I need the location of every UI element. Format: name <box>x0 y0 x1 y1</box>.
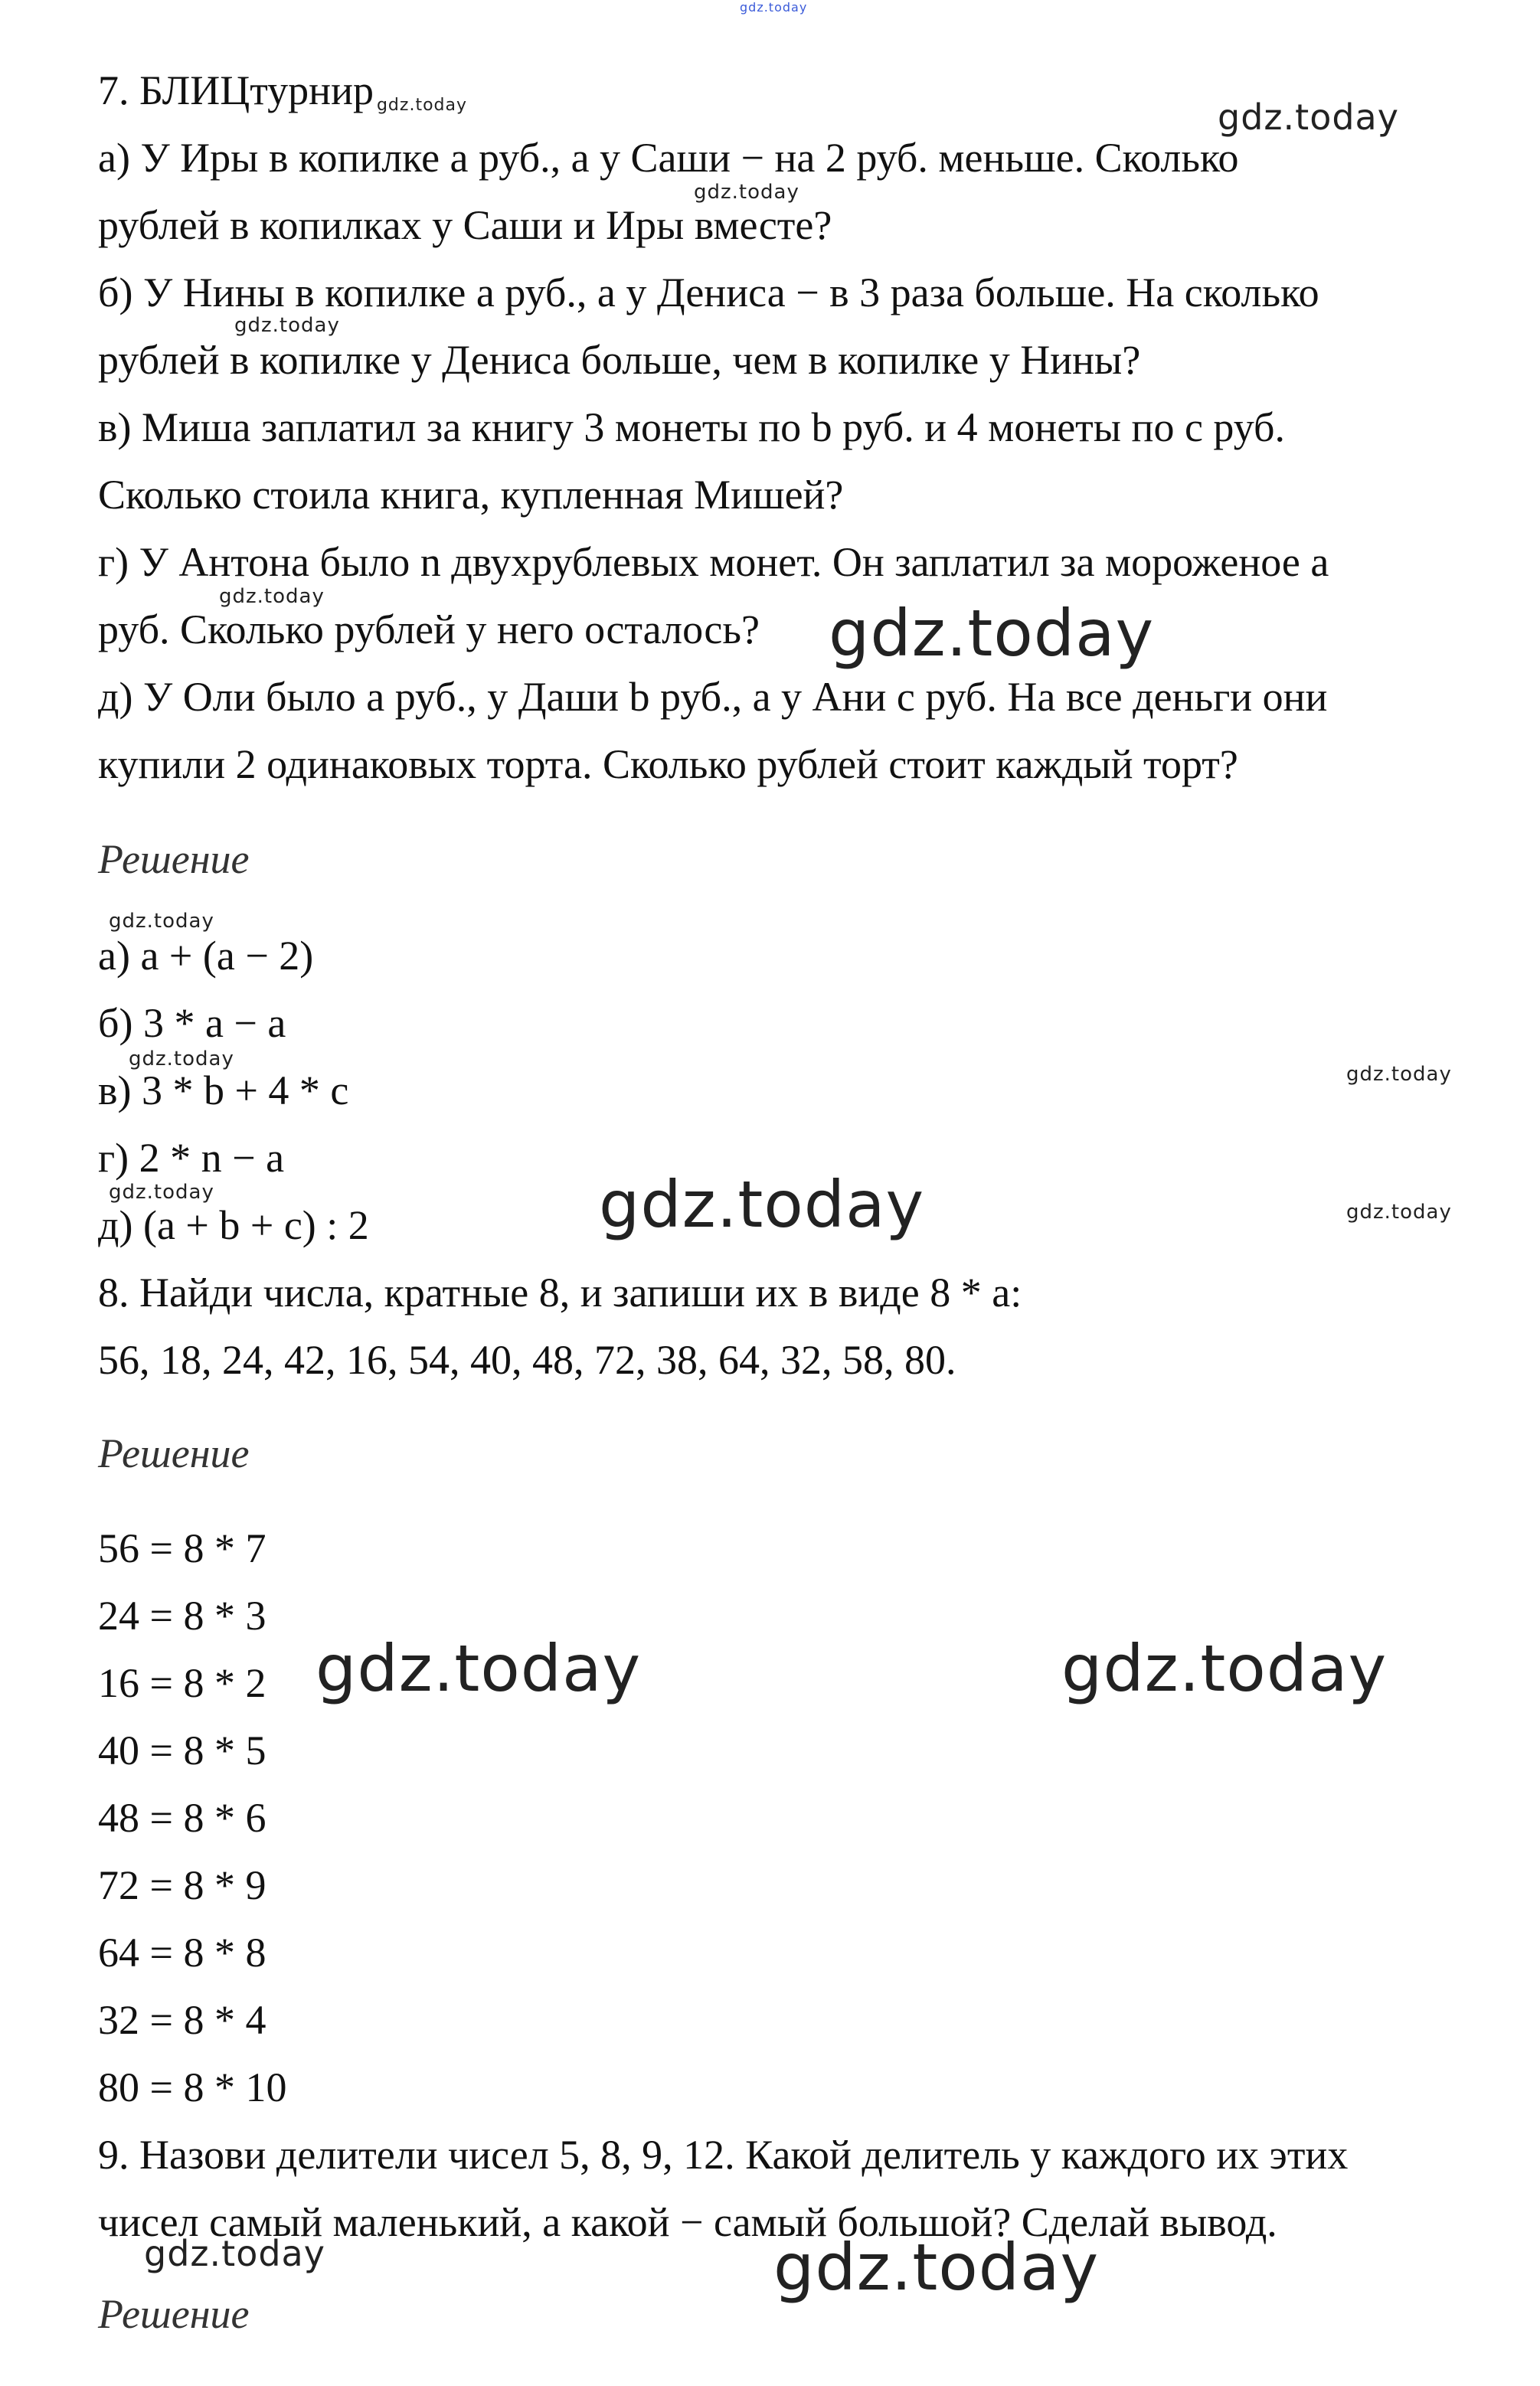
watermark-14: gdz.today <box>144 2233 325 2274</box>
task8-answer-7: 64 = 8 * 8 <box>98 1930 266 1976</box>
watermark-5: gdz.today <box>829 596 1155 671</box>
watermark-4: gdz.today <box>219 585 325 608</box>
task7-line-1: а) У Иры в копилке а руб., а у Саши − на 2 руб. меньше. Сколько <box>98 135 1239 181</box>
task7-solution-label: Решение <box>98 836 250 882</box>
watermark-9: gdz.today <box>109 1181 214 1204</box>
task7-line-7: г) У Антона было n двухрублевых монет. Он заплатил за мороженое а <box>98 539 1329 585</box>
task8-answer-8: 32 = 8 * 4 <box>98 1997 266 2043</box>
task8-answer-6: 72 = 8 * 9 <box>98 1862 266 1908</box>
task9-line-2: чисел самый маленький, а какой − самый большой? Сделай вывод. <box>98 2199 1277 2245</box>
watermark-12: gdz.today <box>316 1631 642 1706</box>
task7-line-9: д) У Оли было а руб., у Даши b руб., а у Ани с руб. На все деньги они <box>98 674 1328 720</box>
task8-answer-3: 16 = 8 * 2 <box>98 1660 266 1706</box>
task7-title-line <box>98 66 467 124</box>
task7-line-3: б) У Нины в копилке а руб., а у Дениса − в 3 раза больше. На сколько <box>98 270 1319 315</box>
watermark-15: gdz.today <box>773 2230 1100 2305</box>
watermark-6: gdz.today <box>109 910 214 933</box>
task7-line-8: руб. Сколько рублей у него осталось? <box>98 606 760 652</box>
task7-line-6: Сколько стоила книга, купленная Мишей? <box>98 472 844 518</box>
task7-line-10: купили 2 одинаковых торта. Сколько рублей стоит каждый торт? <box>98 741 1238 787</box>
watermark-2: gdz.today <box>694 181 799 204</box>
watermark-8: gdz.today <box>1346 1063 1452 1086</box>
task7-line-4: рублей в копилке у Дениса больше, чем в копилке у Нины? <box>98 337 1141 383</box>
task8-line-2: 56, 18, 24, 42, 16, 54, 40, 48, 72, 38, 64, 32, 58, 80. <box>98 1337 956 1383</box>
task8-answer-4: 40 = 8 * 5 <box>98 1727 266 1773</box>
task8-answer-1: 56 = 8 * 7 <box>98 1525 266 1571</box>
task8-answer-9: 80 = 8 * 10 <box>98 2064 287 2110</box>
watermark-3: gdz.today <box>234 314 340 337</box>
task8-answer-2: 24 = 8 * 3 <box>98 1593 266 1639</box>
task7-line-2: рублей в копилках у Саши и Иры вместе? <box>98 202 832 248</box>
watermark-inline: gdz.today <box>376 96 467 115</box>
task7-answer-b: б) 3 * а − а <box>98 1000 286 1046</box>
watermark-1: gdz.today <box>1218 96 1399 138</box>
task7-line-5: в) Миша заплатил за книгу 3 монеты по b руб. и 4 монеты по с руб. <box>98 404 1285 450</box>
watermark-13: gdz.today <box>1061 1631 1388 1706</box>
watermark-7: gdz.today <box>129 1048 234 1070</box>
watermark-top: gdz.today <box>740 0 808 15</box>
task7-answer-e: д) (a + b + c) : 2 <box>98 1202 369 1248</box>
task7-answer-d: г) 2 * n − a <box>98 1135 285 1181</box>
task7-answer-a: а) а + (а − 2) <box>98 933 314 979</box>
task8-answer-5: 48 = 8 * 6 <box>98 1795 266 1841</box>
task8-line-1: 8. Найди числа, кратные 8, и запиши их в виде 8 * а: <box>98 1270 1022 1316</box>
task7-title: 7. БЛИЦтурнир <box>98 67 374 113</box>
task8-solution-label: Решение <box>98 1430 250 1476</box>
task9-line-1: 9. Назови делители чисел 5, 8, 9, 12. Какой делитель у каждого их этих <box>98 2132 1349 2178</box>
watermark-10: gdz.today <box>599 1167 925 1242</box>
watermark-11: gdz.today <box>1346 1201 1452 1224</box>
task9-solution-label: Решение <box>98 2291 250 2337</box>
task7-answer-c: в) 3 * b + 4 * c <box>98 1067 349 1113</box>
